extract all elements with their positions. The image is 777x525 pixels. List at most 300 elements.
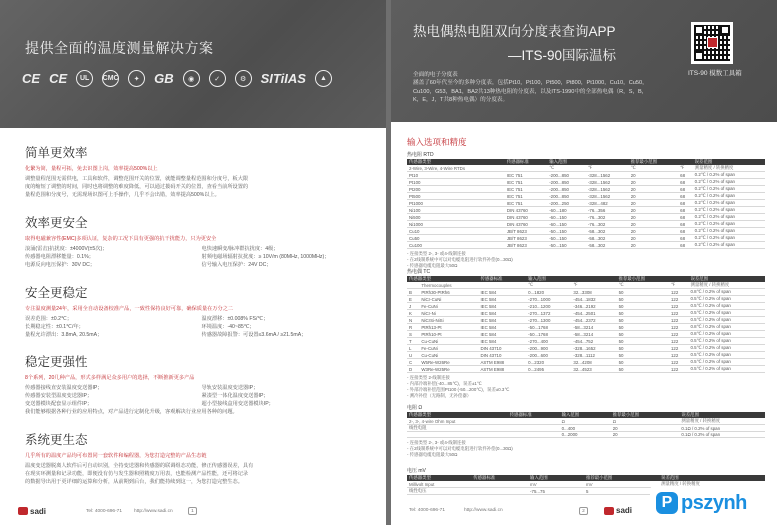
table-cell: ℉ <box>586 165 629 172</box>
table-cell: 0...400 <box>560 425 603 432</box>
table-cell: 20 <box>629 172 678 179</box>
table-cell: -200...600 <box>526 352 571 359</box>
table-cell: IEC 751 <box>505 186 547 193</box>
spec-item: 紧凑型一体化温度变送器IP； <box>201 393 269 399</box>
table-cell: 0.2℃ / 0.2% of span <box>693 193 765 200</box>
section-safety <box>25 213 370 269</box>
table-cell: -75...75 <box>528 488 575 495</box>
table-row <box>407 221 765 228</box>
spec-grid <box>25 245 370 269</box>
table-cell: 122 <box>669 289 689 296</box>
section-title: 安全更稳定 <box>25 286 88 300</box>
table-cell: 68 <box>678 200 692 207</box>
sitiias-mark-icon: SITiIAS <box>260 71 306 86</box>
section-line: 温度变送器脱离人软件后可自动识别，全持变送器和传感器的联调组态功能，修正传感器误差，具有 <box>25 463 254 469</box>
table-cell: PtRh13-Pt <box>419 324 478 331</box>
table-row <box>407 425 765 432</box>
left-hero-title: 提供全面的温度测量解决方案 <box>25 40 214 56</box>
app-title: 热电偶热电阻双向分度表查询APP <box>413 24 616 39</box>
column-header: 误差范围 <box>659 475 765 481</box>
table-cell: 0.2℃ / 0.2% of span <box>693 179 765 186</box>
table-cell: 50 <box>617 324 669 331</box>
table-cell: IEC 584 <box>478 310 526 317</box>
table-row <box>407 228 765 235</box>
table-cell: 68 <box>678 186 692 193</box>
table-cell: 122 <box>669 296 689 303</box>
table-cell: 0.5℃ / 0.2% of span <box>689 338 766 345</box>
cmc-mark-icon: CMC <box>102 70 119 87</box>
table-cell: D <box>407 366 419 373</box>
brand-logo: sadi <box>18 507 46 516</box>
table-cell: -58...3214 <box>571 331 616 338</box>
table-cell: -328...1652 <box>571 345 616 352</box>
table-cell: IEC 584 <box>478 289 526 296</box>
table-cell: ℉ <box>571 282 616 289</box>
table-cell: 122 <box>669 303 689 310</box>
table-cell: Thermocouples <box>419 282 478 289</box>
table-cell: -328...1562 <box>586 172 629 179</box>
table-cell: -210...1200 <box>526 303 571 310</box>
table-cell: -270...1300 <box>526 317 571 324</box>
table-cell: 测量精度 / 转换精度 <box>659 481 765 488</box>
table-cell: 测量精度 / 转换精度 <box>689 282 766 289</box>
table-cell: 50 <box>617 303 669 310</box>
section-line: 调整量程范围无需供电，工具和软件，调整范围开关的位置，就能调整量程范围和分度号，板大限 <box>25 176 249 182</box>
brand-logo: sadi <box>604 506 632 515</box>
column-header: 输入范围 <box>528 475 575 481</box>
table-cell: ℉ <box>669 282 689 289</box>
table-cell: -60...150 <box>547 214 586 221</box>
table-cell: DIN 43760 <box>505 207 547 214</box>
table-cell: IEC 584 <box>478 303 526 310</box>
table-cell: 0.2℃ / 0.2% of span <box>693 200 765 207</box>
spec-item: 射频电磁场辐射抗扰度：≥ 10V/m (80MHz, 1000MHz)； <box>201 254 330 260</box>
column-header: 传感器标准 <box>478 276 526 282</box>
table-cell: 50 <box>617 359 669 366</box>
section-highlight: 取得电磁兼容性(EMC)多项认证，复杂的工况下具有更强的抗干扰能力，只为更安全 <box>25 236 217 242</box>
table-cell: U <box>407 352 419 359</box>
table-cell: IEC 751 <box>505 172 547 179</box>
note-line: - 传感器电缆电阻最大50Ω <box>407 452 458 457</box>
section-highlight: 化繁为简，量程可拓，免去识图上岗，效率提高500%以上 <box>25 166 158 172</box>
column-header: 传感器类型 <box>407 412 508 418</box>
table-cell: 20 <box>611 425 672 432</box>
table-cell: 20 <box>629 228 678 235</box>
table-cell: IEC 751 <box>505 179 547 186</box>
table-cell: K <box>407 310 419 317</box>
table-cell: -76...302 <box>586 214 629 221</box>
watermark-text: pszynh <box>681 491 747 514</box>
table-row <box>407 296 765 303</box>
left-hero-banner <box>0 0 386 128</box>
table-cell: 0.5℃ / 0.2% of span <box>689 359 766 366</box>
table-cell: ℃ <box>547 165 586 172</box>
table-row <box>407 317 765 324</box>
column-header: 输入范围 <box>547 159 586 165</box>
table-row <box>407 366 765 373</box>
left-page <box>0 0 386 525</box>
table-cell <box>671 432 679 438</box>
section-highlight: 专注温度测量24年，采用全自动设备校准产品，一致性保持良好可靠，确保质量在万分之二 <box>25 306 234 312</box>
footer-tel: Tel: 4000-696-71 <box>409 508 446 513</box>
section-system <box>25 352 370 416</box>
table-cell: N <box>407 317 419 324</box>
table-cell: E <box>407 296 419 303</box>
table-cell: -270...1000 <box>526 296 571 303</box>
table-row <box>407 352 765 359</box>
table-cell: 32...3308 <box>571 289 616 296</box>
note-line: - 连接类型 2-线制连接 <box>407 375 450 380</box>
section-line: 我们能够根据各种行业的应用特点，对产品进行定制化升级，客观解决行业应用各种的问题。 <box>25 409 238 415</box>
table-row <box>407 193 765 200</box>
table-cell: 0.2℃ / 0.2% of span <box>693 221 765 228</box>
table-cell: JB/T 8623 <box>505 235 547 242</box>
table-cell: 线性电阻 <box>407 425 508 432</box>
spec-item: 传感器接线直安装温度变送器IP； <box>25 385 103 391</box>
table-cell: Cu10 <box>407 228 505 235</box>
table-cell: 50 <box>617 310 669 317</box>
spec-item: 传感器电阻漂移能量：0.1%； <box>25 254 94 260</box>
table-cell: Cu100 <box>407 242 505 249</box>
cert-seal-icon: ▲ <box>315 70 332 87</box>
table-cell: 68 <box>678 242 692 249</box>
section-ecosystem <box>25 430 370 486</box>
spec-item: 信号输入电压保护：24V DC； <box>201 262 272 268</box>
table-cell: NiCr-Ni <box>419 310 478 317</box>
table-cell: IEC 584 <box>478 331 526 338</box>
table-cell: -76...356 <box>586 207 629 214</box>
table-row <box>407 289 765 296</box>
table-cell <box>603 425 611 432</box>
table-cell: 0.2℃ / 0.2% of span <box>693 235 765 242</box>
column-header: 误差范围 <box>693 159 765 165</box>
table-cell: 20 <box>629 179 678 186</box>
table-cell <box>603 432 611 438</box>
page-number: 2 <box>579 507 588 515</box>
table-cell: 0.8℃ / 0.2% of span <box>689 331 766 338</box>
table-cell: -58...302 <box>586 235 629 242</box>
spec-grid <box>25 384 370 408</box>
table-cell: 68 <box>678 193 692 200</box>
table-cell: 20 <box>629 186 678 193</box>
table-cell: 20 <box>629 221 678 228</box>
table-cell: -60...180 <box>547 207 586 214</box>
spec-item: 电快速瞬变/脉冲群抗扰度：4级； <box>201 246 279 252</box>
right-hero-banner <box>391 0 777 122</box>
table-cell: 20 <box>629 193 678 200</box>
cert-seal-icon: ✓ <box>209 70 226 87</box>
table-cell: 0.5℃ / 0.2% of span <box>689 317 766 324</box>
table-cell: 68 <box>678 235 692 242</box>
section-title: 效率更安全 <box>25 216 88 230</box>
table-cell <box>407 432 508 438</box>
table-cell: Fe-CuNi <box>419 303 478 310</box>
note-line: - 传感器电缆电阻最大50Ω <box>407 263 458 268</box>
spec-item: 传感器安装型温度变送器IP； <box>25 393 93 399</box>
table-cell: 0...2320 <box>526 359 571 366</box>
table-cell: 50 <box>617 331 669 338</box>
column-header: 传感器标准 <box>508 412 560 418</box>
table-cell: 122 <box>669 317 689 324</box>
note-line: - 测冷补偿（无路制，无补偿器） <box>407 393 472 398</box>
table-cell: 0.5℃ / 0.2% of span <box>689 352 766 359</box>
table-row <box>407 207 765 214</box>
table-cell: DIN 43760 <box>505 214 547 221</box>
table-row <box>407 359 765 366</box>
table-cell: J <box>407 303 419 310</box>
spec-grid <box>25 315 370 339</box>
table-cell: -346...2192 <box>571 303 616 310</box>
table-cell: PtRh10-Pt <box>419 331 478 338</box>
section-highlight: 几乎所有的温度产品均可布置同一套软件和编程器，为您打造完整的产品生态链 <box>25 453 207 459</box>
tc-table <box>407 276 765 373</box>
column-header: 传感器类型 <box>407 159 505 165</box>
spec-item: 长期稳定性：±0.1℃/年； <box>25 324 84 330</box>
table-cell: -200...850 <box>547 186 586 193</box>
table-row <box>407 345 765 352</box>
table-row <box>407 331 765 338</box>
note-line: - 外部冷端补偿范围Pt100 (-50...200℃)，误差±0.3℃ <box>407 387 510 392</box>
table-cell: 测量精度 / 转换精度 <box>693 165 765 172</box>
table-cell: -454...752 <box>571 338 616 345</box>
qr-code-icon[interactable] <box>691 22 733 64</box>
table-cell: 0.8℃ / 0.2% of span <box>689 289 766 296</box>
column-header: 输入范围 <box>560 412 603 418</box>
brand-mark-icon <box>604 507 614 515</box>
table-row <box>407 179 765 186</box>
column-header: 误差范围 <box>689 276 766 282</box>
table-cell: 2-, 3-, 4-wire Ohm Input <box>407 418 508 425</box>
table-cell: Ni1000 <box>407 221 505 228</box>
column-header: 推荐最小范围 <box>617 276 669 282</box>
table-cell: 50 <box>617 345 669 352</box>
table-cell <box>508 425 560 432</box>
section-line: 度的缩短了调整的时间，同时也将调整的难度降低，可以通过拨码开关的位置，查看当前所设置的 <box>25 184 249 190</box>
page-number: 1 <box>188 507 197 515</box>
table-cell: -58...302 <box>586 242 629 249</box>
table-row <box>407 310 765 317</box>
table-cell: 0.5℃ / 0.2% of span <box>689 345 766 352</box>
table-cell: W5Re-W26Re <box>419 359 478 366</box>
table-cell: IEC 751 <box>505 200 547 207</box>
rtd-table-section <box>407 151 765 269</box>
column-header: 传感器标准 <box>471 475 528 481</box>
footer-web[interactable]: http://www.sadi.cn <box>464 508 503 513</box>
table-cell: IEC 584 <box>478 317 526 324</box>
table-cell: 0.1Ω / 0.2% of span <box>679 432 765 438</box>
table-cell: mV <box>528 481 575 488</box>
footer-tel: Tel: 4000-696-71 <box>86 508 123 514</box>
table-cell: Pt100 <box>407 179 505 186</box>
table-cell: Cu50 <box>407 235 505 242</box>
table-cell <box>671 425 679 432</box>
table-cell: 5 <box>584 488 650 495</box>
table-row <box>407 303 765 310</box>
table-cell: -328...1112 <box>571 352 616 359</box>
table-cell: -50...1768 <box>526 331 571 338</box>
note-line: - 连接类型 2-, 3- 或4-线制连接 <box>407 251 466 256</box>
table-notes <box>407 251 765 269</box>
table-cell: 122 <box>669 359 689 366</box>
column-header: 输入范围 <box>526 276 571 282</box>
table-cell: 50 <box>617 338 669 345</box>
table-cell <box>508 432 560 438</box>
table-cell: 68 <box>678 172 692 179</box>
cert-seal-icon: ✦ <box>128 70 145 87</box>
table-cell: 122 <box>669 324 689 331</box>
table-cell: -200...250 <box>547 200 586 207</box>
table-cell: Pt500 <box>407 193 505 200</box>
table-cell: 122 <box>669 338 689 345</box>
table-cell: 20 <box>629 207 678 214</box>
table-cell: 0...2000 <box>560 432 603 438</box>
table-cell: T <box>407 338 419 345</box>
tc-table-section <box>407 268 765 399</box>
ul-mark-icon: UL <box>76 70 93 87</box>
table-cell: IEC 584 <box>478 324 526 331</box>
table-cell: ℉ <box>678 165 692 172</box>
table-cell: -200...850 <box>547 172 586 179</box>
note-line: - 连接类型 2-, 3- 或4-线制连接 <box>407 440 466 445</box>
table-cell: -270...400 <box>526 338 571 345</box>
table-cell: W3Re-W25Re <box>419 366 478 373</box>
note-line: - 在2线制系统中可以对电缆电阻进行软件补偿(0...30Ω) <box>407 446 513 451</box>
table-cell: ℃ <box>617 282 669 289</box>
table-cell: R <box>407 324 419 331</box>
ohm-table-section <box>407 404 765 458</box>
table-cell: 50 <box>617 289 669 296</box>
table-cell: NiCr-CuNi <box>419 296 478 303</box>
table-row <box>407 242 765 249</box>
column-header: 误差范围 <box>679 412 765 418</box>
table-cell: -454...2372 <box>571 317 616 324</box>
table-cell: -328...1562 <box>586 193 629 200</box>
table-cell: 68 <box>678 214 692 221</box>
table-cell: PtRh30-PtRh6 <box>419 289 478 296</box>
spec-item: 浪涌(雷击)抗扰度：±4000V(±5次)； <box>25 246 108 252</box>
table-cell: 32...4208 <box>571 359 616 366</box>
table-cell: -58...302 <box>586 228 629 235</box>
table-cell: -328...1562 <box>586 179 629 186</box>
spec-item: 温度漂移：±0.008% FS/℃； <box>201 316 269 322</box>
column-header: 推荐最小范围 <box>629 159 678 165</box>
table-cell: -328...1562 <box>586 186 629 193</box>
table-cell: -454...2501 <box>571 310 616 317</box>
table-cell: C <box>407 359 419 366</box>
table-cell: DIN 43760 <box>505 221 547 228</box>
table-cell: -270...1372 <box>526 310 571 317</box>
column-header: 传感器类型 <box>407 475 471 481</box>
note-line: - 内部冷端补偿(-40...85℃)，误差±1℃ <box>407 381 482 386</box>
table-cell: 68 <box>678 207 692 214</box>
table-cell: ℃ <box>629 165 678 172</box>
table-cell: 0.1Ω / 0.2% of span <box>679 425 765 432</box>
rtd-table <box>407 159 765 249</box>
table-label: 热电阻 RTD <box>407 152 434 158</box>
table-row <box>407 338 765 345</box>
section-stability <box>25 283 370 339</box>
table-cell: -200...850 <box>547 179 586 186</box>
table-cell: 122 <box>669 352 689 359</box>
table-cell: IEC 751 <box>505 193 547 200</box>
table-cell: NiCrSi-NiSi <box>419 317 478 324</box>
left-footer <box>18 505 368 517</box>
table-cell: -50...150 <box>547 242 586 249</box>
site-watermark <box>650 486 770 520</box>
table-cell: 50 <box>617 317 669 324</box>
table-cell: 0.8℃ / 0.2% of span <box>689 324 766 331</box>
table-cell: Ni500 <box>407 214 505 221</box>
section-title: 系统更生态 <box>25 433 88 447</box>
section-efficiency <box>25 143 370 199</box>
table-cell <box>575 488 584 495</box>
table-cell: Ω <box>611 418 672 425</box>
table-cell: Cu-CuNi <box>419 352 478 359</box>
column-header: 传感器类型 <box>407 276 478 282</box>
table-cell: 68 <box>678 179 692 186</box>
table-cell: Pt1000 <box>407 200 505 207</box>
spec-item: 环境温度：-40~85℃； <box>201 324 255 330</box>
table-cell: 50 <box>617 296 669 303</box>
cert-seal-icon: ◉ <box>183 70 200 87</box>
table-label: 热电偶 TC <box>407 269 431 275</box>
table-cell: 测量精度 / 转换精度 <box>679 418 765 425</box>
table-cell: Cu-CuNi <box>419 338 478 345</box>
table-cell: mV <box>584 481 650 488</box>
table-cell: Pt10 <box>407 172 505 179</box>
table-cell: 0.2℃ / 0.2% of span <box>693 228 765 235</box>
table-cell: 0.5℃ / 0.2% of span <box>689 303 766 310</box>
section-line: 在现实环测量和记录功能，即便没有仿与发生器和照精度万用表，也能检测产品性能，还可将记录 <box>25 471 249 477</box>
spec-item: 量程允许漂出：3.8mA, 20.5mA； <box>25 332 103 338</box>
note-line: - 在2线制系统中可以对电缆电阻进行软件补偿(0...30Ω) <box>407 257 513 262</box>
footer-web[interactable]: http://www.sadi.cn <box>134 508 173 514</box>
table-row <box>407 432 765 438</box>
table-cell: Pt200 <box>407 186 505 193</box>
table-cell: -76...302 <box>586 221 629 228</box>
column-header: 推荐最小范围 <box>584 475 650 481</box>
table-cell: Ω <box>560 418 603 425</box>
table-cell: -200...900 <box>526 345 571 352</box>
table-cell: -454...1832 <box>571 296 616 303</box>
section-line: 量程范围和分度号，无需现场识图可上手操作，几乎不会出错，效率提高500%以上。 <box>25 192 220 198</box>
app-badge-icon <box>707 37 718 48</box>
table-cell: 122 <box>669 366 689 373</box>
table-cell: 122 <box>669 345 689 352</box>
table-row <box>407 172 765 179</box>
table-cell: -328...482 <box>586 200 629 207</box>
table-cell: 122 <box>669 310 689 317</box>
table-row <box>407 235 765 242</box>
table-cell: 0...2495 <box>526 366 571 373</box>
table-cell: 20 <box>611 432 672 438</box>
table-cell: -60...150 <box>547 221 586 228</box>
table-cell: JB/T 8623 <box>505 242 547 249</box>
section-line: 的数据导出用于更详细的运算和分析，从前期到后台，我们能持续到这一，为您打造完整生态。 <box>25 479 243 485</box>
table-row <box>407 324 765 331</box>
table-cell: 0.2℃ / 0.2% of span <box>693 186 765 193</box>
table-cell: S <box>407 331 419 338</box>
table-cell: 0.2℃ / 0.2% of span <box>693 214 765 221</box>
spec-item: 电源反向电压保护：30V DC； <box>25 262 96 268</box>
watermark-logo-icon: P <box>656 492 678 514</box>
table-cell: -50...150 <box>547 235 586 242</box>
gb-mark-icon: GB <box>154 71 174 86</box>
table-cell: -58...3214 <box>571 324 616 331</box>
table-cell: -50...1768 <box>526 324 571 331</box>
table-cell: 0.2℃ / 0.2% of span <box>693 242 765 249</box>
table-cell: 68 <box>678 221 692 228</box>
